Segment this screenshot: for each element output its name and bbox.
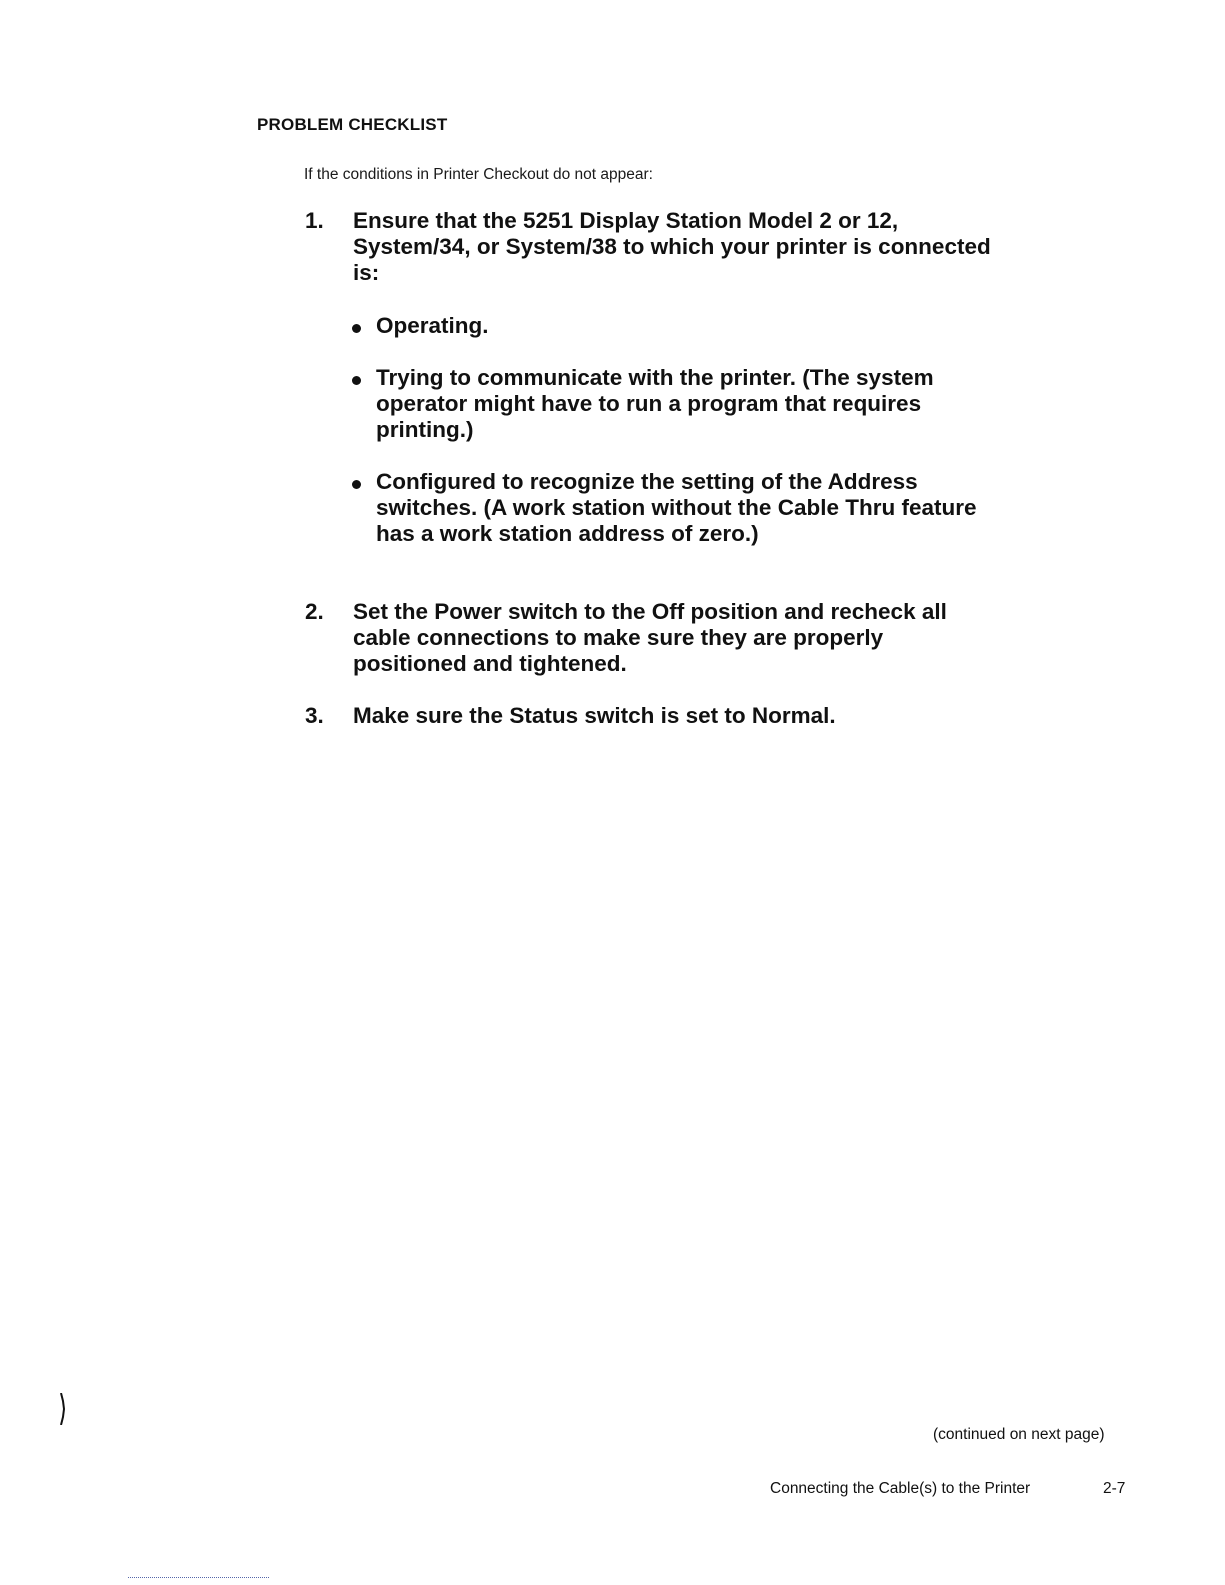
section-heading: PROBLEM CHECKLIST: [257, 115, 448, 134]
bottom-divider: [128, 1577, 269, 1578]
item-number: 1.: [305, 208, 324, 233]
page-number: 2-7: [1103, 1480, 1126, 1497]
bullet-text: Operating.: [376, 313, 489, 338]
footer-title: Connecting the Cable(s) to the Printer: [770, 1480, 1031, 1497]
item-number: 2.: [305, 599, 324, 624]
item-number: 3.: [305, 703, 324, 728]
intro-text: If the conditions in Printer Checkout do not appear:: [304, 166, 653, 183]
bullet-icon: [352, 480, 361, 489]
bullet-text: Configured to recognize the setting of the Address switches. (A work station without the Cable Thru feature has a work station address of zero.): [376, 469, 977, 546]
bullet-text: Trying to communicate with the printer. (The system operator might have to run a program that requires printing.): [376, 365, 934, 442]
continued-note: (continued on next page): [933, 1426, 1105, 1443]
bullet-icon: [352, 324, 361, 333]
bullet-icon: [352, 376, 361, 385]
item-text: Set the Power switch to the Off position and recheck all cable connections to make sure they are properly positioned and tightened.: [353, 599, 947, 676]
item-text: Ensure that the 5251 Display Station Model 2 or 12, System/34, or System/38 to which your printer is connected is:: [353, 208, 991, 285]
item-text: Make sure the Status switch is set to Normal.: [353, 703, 836, 728]
margin-mark-icon: [60, 1393, 65, 1425]
